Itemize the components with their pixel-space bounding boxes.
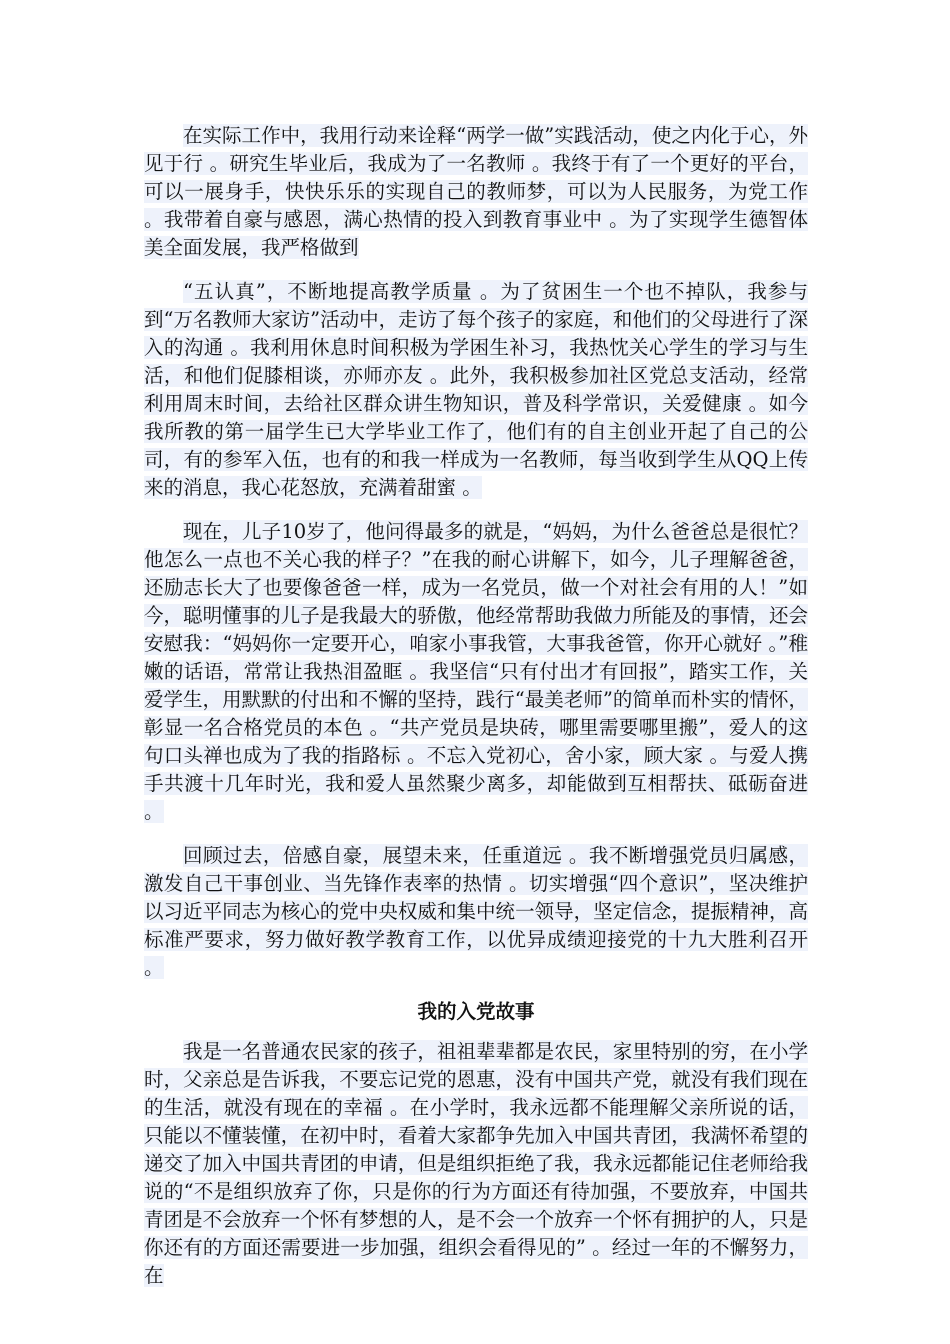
paragraph-text: “五认真”，不断地提高教学质量 。为了贫困生一个也不掉队，我参与到“万名教师大家访”活动中，走访了每个孩子的家庭，和他们的父母进行了深入的沟通 。我利用休息时间积极为学困生补习，我热忱关心学生的学习与生活，和他们促膝相谈，亦师亦友 。此外，我积极参加社区党总支活动，经常利用周末时间，去给社区群众讲生物知识，普及科学常识，关爱健康 。如今我所教的第一届学生已大学毕业工作了，他们有的自主创业开起了自己的公司，有的参军入伍，也有的和我一样成为一名教师，每当收到学生从QQ上传来的消息，我心花怒放，充满着甜蜜 。 [144,280,808,499]
paragraph-text: 我是一名普通农民家的孩子，祖祖辈辈都是农民，家里特别的穷，在小学时，父亲总是告诉我，不要忘记党的恩惠，没有中国共产党，就没有我们现在的生活，就没有现在的幸福 。在小学时，我永远都不能理解父亲所说的话，只能以不懂装懂，在初中时，看着大家都争先加入中国共青团，我满怀希望的递交了加入中国共青团的申请，但是组织拒绝了我，我永远都能记住老师给我说的“不是组织放弃了你，只是你的行为方面还有待加强，不要放弃，中国共青团是不会放弃一个怀有梦想的人，是不会一个放弃一个怀有拥护的人，只是你还有的方面还需要进一步加强，组织会看得见的” 。经过一年的不懈努力，在 [144,1040,808,1287]
paragraph-five-diligence [144,278,808,502]
paragraph-son [144,518,808,826]
section-heading: 我的入党故事 [417,1000,535,1023]
paragraph-text: 在实际工作中，我用行动来诠释“两学一做”实践活动，使之内化于心，外见于行 。研究生毕业后，我成为了一名教师 。我终于有了一个更好的平台，可以一展身手，快快乐乐的实现自己的教师梦，可以为人民服务，为党工作 。我带着自豪与感恩，满心热情的投入到教育事业中 。为了实现学生德智体美全面发展，我严格做到 [144,124,808,259]
document-body [144,122,808,1290]
paragraph-text: 回顾过去，倍感自豪，展望未来，任重道远 。我不断增强党员归属感，激发自己干事创业、当先锋作表率的热情 。切实增强“四个意识”，坚决维护以习近平同志为核心的党中央权威和集中统一领导，坚定信念，提振精神，高标准严要求，努力做好教学教育工作，以优异成绩迎接党的十九大胜利召开 。 [144,844,808,979]
paragraph-text: 现在，儿子10岁了，他问得最多的就是，“妈妈，为什么爸爸总是很忙？他怎么一点也不关心我的样子？”在我的耐心讲解下，如今，儿子理解爸爸，还励志长大了也要像爸爸一样，成为一名党员，做一个对社会有用的人！”如今，聪明懂事的儿子是我最大的骄傲，他经常帮助我做力所能及的事情，还会安慰我：“妈妈你一定要开心，咱家小事我管，大事我爸管，你开心就好 。”稚嫩的话语，常常让我热泪盈眶 。我坚信“只有付出才有回报”，踏实工作，关爱学生，用默默的付出和不懈的坚持，践行“最美老师”的简单而朴实的情怀，彰显一名合格党员的本色 。“共产党员是块砖，哪里需要哪里搬”，爱人的这句口头禅也成为了我的指路标 。不忘入党初心，舍小家，顾大家 。与爱人携手共渡十几年时光，我和爱人虽然聚少离多，却能做到互相帮扶、砥砺奋进 。 [144,520,808,823]
paragraph-story [144,1038,808,1290]
paragraph-review [144,842,808,982]
paragraph-practice [144,122,808,262]
